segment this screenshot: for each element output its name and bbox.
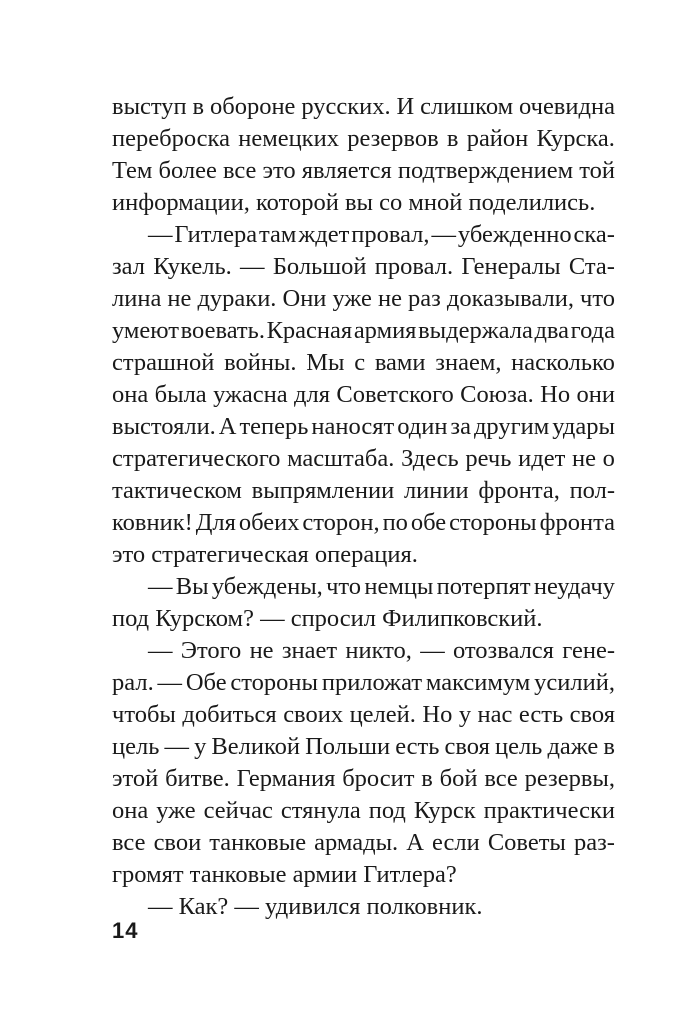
- text-line: ковник! Для обеих сторон, по обе стороны фронта: [112, 509, 615, 536]
- text-line: зал Кукель. — Большой провал. Генералы Ста-: [112, 253, 615, 280]
- text-line: громят танковые армии Гитлера?: [112, 861, 457, 888]
- text-line: — Как? — удивился полковник.: [148, 893, 483, 920]
- text-line: умеют воевать. Красная армия выдержала два года: [112, 317, 615, 344]
- text-line: она была ужасна для Советского Союза. Но они: [112, 381, 615, 408]
- text-line: цель — у Великой Польши есть своя цель даже в: [112, 733, 615, 760]
- text-line: этой битве. Германия бросит в бой все резервы,: [112, 765, 615, 792]
- text-line: выстояли. А теперь наносят один за другим удары: [112, 413, 615, 440]
- text-line: — Вы убеждены, что немцы потерпят неудачу: [148, 573, 615, 600]
- text-line: — Гитлера там ждет провал, — убежденно ска-: [148, 221, 615, 248]
- text-line: тактическом выпрямлении линии фронта, пол-: [112, 477, 615, 504]
- text-line: она уже сейчас стянула под Курск практически: [112, 797, 615, 824]
- page-number: 14: [112, 918, 139, 943]
- text-line: все свои танковые армады. А если Советы раз-: [112, 829, 615, 856]
- text-line: страшной войны. Мы с вами знаем, насколько: [112, 349, 615, 376]
- text-line: информации, которой вы со мной поделились.: [112, 189, 596, 216]
- text-line: Тем более все это является подтверждением той: [112, 157, 615, 184]
- text-line: — Этого не знает никто, — отозвался гене-: [148, 637, 615, 664]
- text-line: лина не дураки. Они уже не раз доказывали, что: [112, 285, 615, 312]
- text-line: чтобы добиться своих целей. Но у нас есть своя: [112, 701, 615, 728]
- text-line: выступ в обороне русских. И слишком очевидна: [112, 93, 615, 120]
- text-line: переброска немецких резервов в район Курска.: [112, 125, 615, 152]
- text-line: это стратегическая операция.: [112, 541, 418, 568]
- text-line: под Курском? — спросил Филипковский.: [112, 605, 543, 632]
- text-line: стратегического масштаба. Здесь речь идет не о: [112, 445, 615, 472]
- text-line: рал. — Обе стороны приложат максимум усилий,: [112, 669, 615, 696]
